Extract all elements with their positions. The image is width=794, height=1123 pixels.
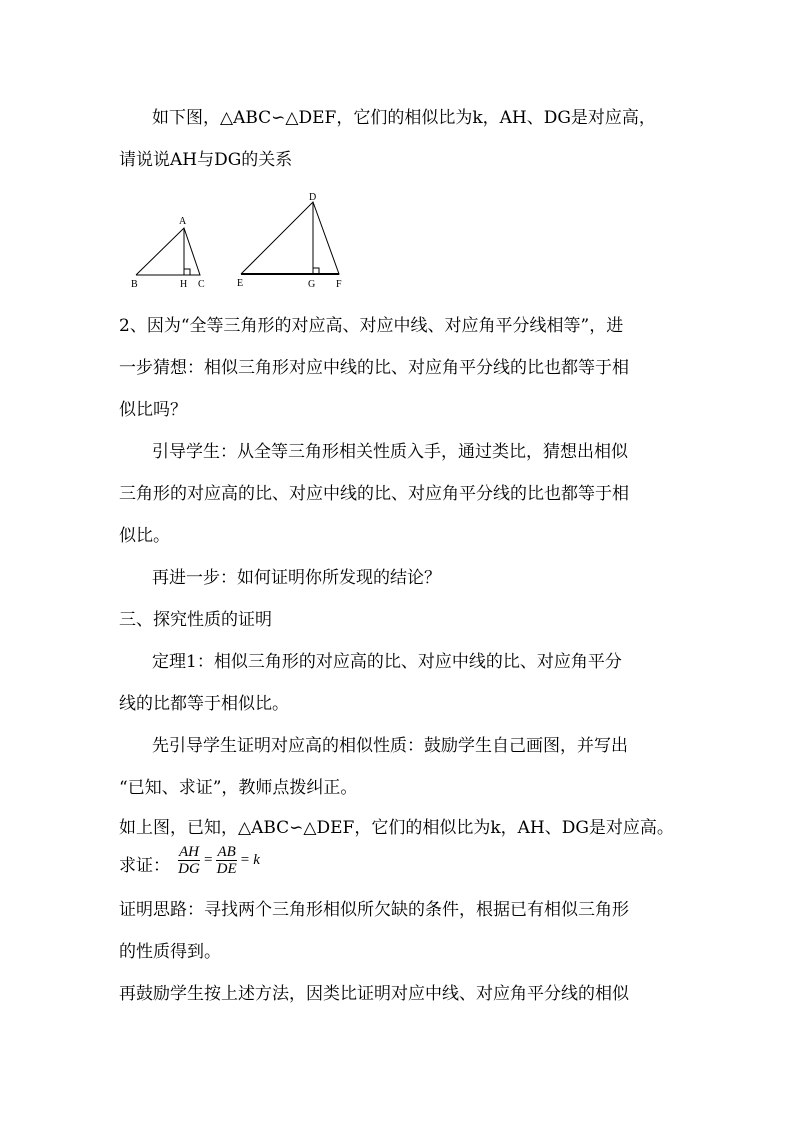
label-d: D bbox=[309, 192, 317, 203]
text-line-10: 三、探究性质的证明 bbox=[119, 610, 272, 630]
label-g: G bbox=[308, 279, 316, 290]
ratio-k: k bbox=[253, 852, 260, 868]
text-line-18: 的性质得到。 bbox=[119, 942, 221, 962]
label-a: A bbox=[179, 216, 187, 227]
text-line-15: 如上图，已知，△ABC∽△DEF，它们的相似比为k，AH、DG是对应高。 bbox=[119, 818, 674, 838]
triangle-def bbox=[241, 202, 339, 274]
text-line-5: 似比吗？ bbox=[119, 400, 187, 420]
label-b: B bbox=[131, 279, 138, 290]
formula bbox=[178, 844, 260, 877]
fraction-2-denominator: DE bbox=[216, 861, 237, 877]
text-line-3: 2、因为“全等三角形的对应高、对应中线、对应角平分线相等”，进 bbox=[119, 316, 624, 336]
equals-sign-1: = bbox=[204, 852, 213, 868]
label-f: F bbox=[336, 279, 342, 290]
text-line-13: 先引导学生证明对应高的相似性质：鼓励学生自己画图，并写出 bbox=[152, 736, 628, 756]
text-line-8: 似比。 bbox=[119, 526, 170, 546]
fraction-2-numerator: AB bbox=[217, 844, 236, 860]
fraction-ab-de bbox=[216, 844, 236, 877]
text-line-6: 引导学生：从全等三角形相关性质入手，通过类比，猜想出相似 bbox=[152, 442, 628, 462]
fraction-1-numerator: AH bbox=[179, 844, 199, 860]
label-h: H bbox=[180, 279, 188, 290]
equals-sign-2: = bbox=[240, 852, 250, 868]
text-line-9: 再进一步：如何证明你所发现的结论？ bbox=[152, 568, 441, 588]
text-line-11: 定理1：相似三角形的对应高的比、对应中线的比、对应角平分 bbox=[152, 652, 622, 672]
text-line-17: 证明思路：寻找两个三角形相似所欠缺的条件，根据已有相似三角形 bbox=[119, 900, 629, 920]
text-line-16: 求证： bbox=[119, 856, 170, 876]
label-c: C bbox=[198, 279, 205, 290]
similar-triangles-figure bbox=[120, 188, 360, 294]
text-line-12: 线的比都等于相似比。 bbox=[119, 694, 289, 714]
text-line-19: 再鼓励学生按上述方法，因类比证明对应中线、对应角平分线的相似 bbox=[119, 984, 629, 1004]
text-line-2: 请说说AH与DG的关系 bbox=[119, 150, 293, 170]
fraction-ah-dg bbox=[178, 844, 200, 877]
text-line-1: 如下图，△ABC∽△DEF，它们的相似比为k，AH、DG是对应高， bbox=[152, 108, 656, 128]
text-line-4: 一步猜想：相似三角形对应中线的比、对应角平分线的比也都等于相 bbox=[119, 358, 629, 378]
fraction-1-denominator: DG bbox=[178, 861, 200, 877]
triangle-abc bbox=[136, 228, 200, 275]
text-line-14: “已知、求证”，教师点拨纠正。 bbox=[119, 778, 358, 798]
label-e: E bbox=[237, 278, 244, 289]
right-angle-h bbox=[184, 269, 190, 275]
text-line-7: 三角形的对应高的比、对应中线的比、对应角平分线的比也都等于相 bbox=[119, 484, 629, 504]
